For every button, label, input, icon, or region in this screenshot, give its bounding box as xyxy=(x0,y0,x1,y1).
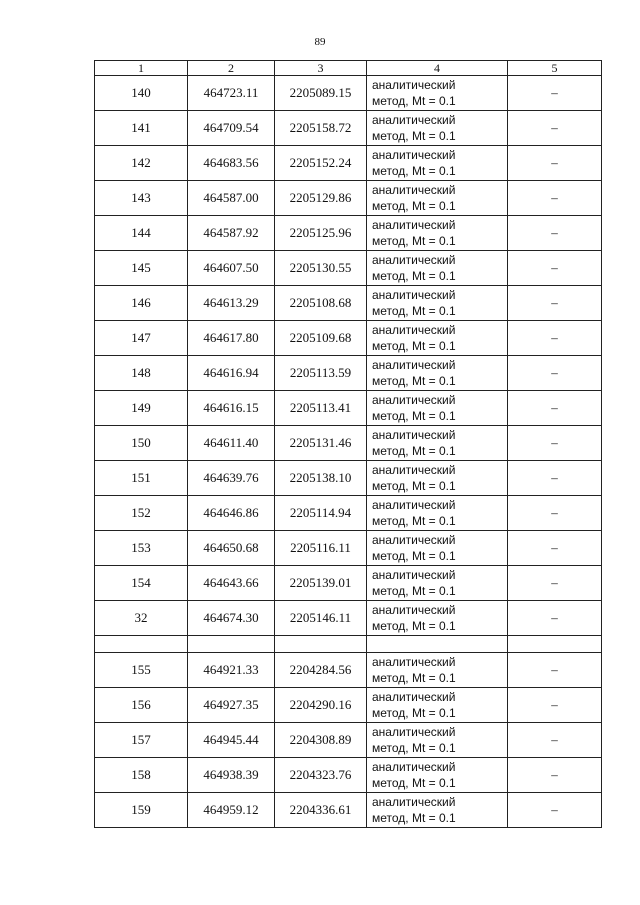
x-coordinate-cell: 464639.76 xyxy=(188,461,275,496)
method-line2: метод, Mt = 0.1 xyxy=(372,129,456,143)
method-cell xyxy=(367,566,508,601)
page-number: 89 xyxy=(314,36,326,48)
method-line1: аналитический xyxy=(372,218,456,232)
point-number-cell: 142 xyxy=(95,146,188,181)
method-line2: метод, Mt = 0.1 xyxy=(372,339,456,353)
x-coordinate-cell: 464945.44 xyxy=(188,723,275,758)
dash-cell: – xyxy=(508,531,602,566)
x-coordinate-cell: 464613.29 xyxy=(188,286,275,321)
point-number-cell: 144 xyxy=(95,216,188,251)
method-cell xyxy=(367,653,508,688)
method-line2: метод, Mt = 0.1 xyxy=(372,514,456,528)
x-coordinate-cell: 464723.11 xyxy=(188,76,275,111)
dash-cell: – xyxy=(508,286,602,321)
point-number-cell: 151 xyxy=(95,461,188,496)
method-line2: метод, Mt = 0.1 xyxy=(372,584,456,598)
point-number-cell: 153 xyxy=(95,531,188,566)
method-line2: метод, Mt = 0.1 xyxy=(372,549,456,563)
x-coordinate-cell: 464927.35 xyxy=(188,688,275,723)
dash-cell: – xyxy=(508,758,602,793)
y-coordinate-cell: 2204290.16 xyxy=(275,688,367,723)
method-cell xyxy=(367,461,508,496)
point-number-cell: 158 xyxy=(95,758,188,793)
method-line1: аналитический xyxy=(372,253,456,267)
method-line2: метод, Mt = 0.1 xyxy=(372,811,456,825)
point-number-cell: 150 xyxy=(95,426,188,461)
dash-cell: – xyxy=(508,146,602,181)
column-header: 1 xyxy=(95,61,188,76)
table-row-blank xyxy=(95,636,602,653)
dash-cell: – xyxy=(508,111,602,146)
table-row xyxy=(95,216,602,251)
x-coordinate-cell: 464587.92 xyxy=(188,216,275,251)
table-row xyxy=(95,723,602,758)
method-line1: аналитический xyxy=(372,323,456,337)
x-coordinate-cell: 464616.94 xyxy=(188,356,275,391)
x-coordinate-cell: 464643.66 xyxy=(188,566,275,601)
method-cell xyxy=(367,391,508,426)
method-cell xyxy=(367,496,508,531)
method-line1: аналитический xyxy=(372,288,456,302)
table-row xyxy=(95,251,602,286)
empty-cell xyxy=(188,636,275,653)
table-row xyxy=(95,391,602,426)
method-line2: метод, Mt = 0.1 xyxy=(372,269,456,283)
point-number-cell: 152 xyxy=(95,496,188,531)
y-coordinate-cell: 2205114.94 xyxy=(275,496,367,531)
method-line2: метод, Mt = 0.1 xyxy=(372,619,456,633)
method-line2: метод, Mt = 0.1 xyxy=(372,444,456,458)
y-coordinate-cell: 2205109.68 xyxy=(275,321,367,356)
table-row xyxy=(95,566,602,601)
method-cell xyxy=(367,531,508,566)
y-coordinate-cell: 2205089.15 xyxy=(275,76,367,111)
y-coordinate-cell: 2205129.86 xyxy=(275,181,367,216)
dash-cell: – xyxy=(508,566,602,601)
x-coordinate-cell: 464650.68 xyxy=(188,531,275,566)
y-coordinate-cell: 2205146.11 xyxy=(275,601,367,636)
method-line1: аналитический xyxy=(372,795,456,809)
method-line2: метод, Mt = 0.1 xyxy=(372,164,456,178)
dash-cell: – xyxy=(508,321,602,356)
method-line2: метод, Mt = 0.1 xyxy=(372,94,456,108)
table-row xyxy=(95,601,602,636)
table-row xyxy=(95,321,602,356)
method-cell xyxy=(367,216,508,251)
x-coordinate-cell: 464646.86 xyxy=(188,496,275,531)
dash-cell: – xyxy=(508,216,602,251)
method-line1: аналитический xyxy=(372,393,456,407)
column-header: 3 xyxy=(275,61,367,76)
method-cell xyxy=(367,601,508,636)
y-coordinate-cell: 2205125.96 xyxy=(275,216,367,251)
y-coordinate-cell: 2205131.46 xyxy=(275,426,367,461)
method-cell xyxy=(367,111,508,146)
y-coordinate-cell: 2205113.59 xyxy=(275,356,367,391)
point-number-cell: 146 xyxy=(95,286,188,321)
y-coordinate-cell: 2205152.24 xyxy=(275,146,367,181)
y-coordinate-cell: 2205138.10 xyxy=(275,461,367,496)
x-coordinate-cell: 464683.56 xyxy=(188,146,275,181)
method-line1: аналитический xyxy=(372,533,456,547)
dash-cell: – xyxy=(508,251,602,286)
method-cell xyxy=(367,356,508,391)
table-row xyxy=(95,461,602,496)
x-coordinate-cell: 464607.50 xyxy=(188,251,275,286)
method-cell xyxy=(367,251,508,286)
table-row xyxy=(95,181,602,216)
table-row xyxy=(95,426,602,461)
table-row xyxy=(95,76,602,111)
table-row xyxy=(95,793,602,828)
method-line1: аналитический xyxy=(372,603,456,617)
dash-cell: – xyxy=(508,653,602,688)
x-coordinate-cell: 464959.12 xyxy=(188,793,275,828)
x-coordinate-cell: 464616.15 xyxy=(188,391,275,426)
table-row xyxy=(95,758,602,793)
table-row xyxy=(95,653,602,688)
y-coordinate-cell: 2204323.76 xyxy=(275,758,367,793)
method-line2: метод, Mt = 0.1 xyxy=(372,706,456,720)
point-number-cell: 147 xyxy=(95,321,188,356)
table-row xyxy=(95,111,602,146)
method-line2: метод, Mt = 0.1 xyxy=(372,776,456,790)
dash-cell: – xyxy=(508,496,602,531)
point-number-cell: 159 xyxy=(95,793,188,828)
empty-cell xyxy=(95,636,188,653)
y-coordinate-cell: 2205130.55 xyxy=(275,251,367,286)
method-line2: метод, Mt = 0.1 xyxy=(372,199,456,213)
y-coordinate-cell: 2204308.89 xyxy=(275,723,367,758)
dash-cell: – xyxy=(508,76,602,111)
y-coordinate-cell: 2205116.11 xyxy=(275,531,367,566)
method-line1: аналитический xyxy=(372,78,456,92)
dash-cell: – xyxy=(508,723,602,758)
method-line2: метод, Mt = 0.1 xyxy=(372,409,456,423)
x-coordinate-cell: 464709.54 xyxy=(188,111,275,146)
method-cell xyxy=(367,426,508,461)
method-line2: метод, Mt = 0.1 xyxy=(372,374,456,388)
x-coordinate-cell: 464587.00 xyxy=(188,181,275,216)
method-line1: аналитический xyxy=(372,568,456,582)
dash-cell: – xyxy=(508,181,602,216)
method-line1: аналитический xyxy=(372,428,456,442)
method-cell xyxy=(367,793,508,828)
x-coordinate-cell: 464617.80 xyxy=(188,321,275,356)
method-cell xyxy=(367,321,508,356)
x-coordinate-cell: 464938.39 xyxy=(188,758,275,793)
method-line2: метод, Mt = 0.1 xyxy=(372,234,456,248)
table-row xyxy=(95,146,602,181)
column-header: 5 xyxy=(508,61,602,76)
table-row xyxy=(95,496,602,531)
method-line1: аналитический xyxy=(372,690,456,704)
empty-cell xyxy=(508,636,602,653)
method-line1: аналитический xyxy=(372,655,456,669)
method-cell xyxy=(367,723,508,758)
point-number-cell: 154 xyxy=(95,566,188,601)
empty-cell xyxy=(367,636,508,653)
point-number-cell: 143 xyxy=(95,181,188,216)
method-line1: аналитический xyxy=(372,148,456,162)
point-number-cell: 32 xyxy=(95,601,188,636)
method-line1: аналитический xyxy=(372,183,456,197)
table-row xyxy=(95,531,602,566)
point-number-cell: 140 xyxy=(95,76,188,111)
method-line1: аналитический xyxy=(372,725,456,739)
method-line2: метод, Mt = 0.1 xyxy=(372,671,456,685)
dash-cell: – xyxy=(508,601,602,636)
method-cell xyxy=(367,688,508,723)
method-line2: метод, Mt = 0.1 xyxy=(372,304,456,318)
coordinates-table xyxy=(94,60,602,828)
method-line2: метод, Mt = 0.1 xyxy=(372,741,456,755)
method-cell xyxy=(367,286,508,321)
y-coordinate-cell: 2205113.41 xyxy=(275,391,367,426)
dash-cell: – xyxy=(508,426,602,461)
method-line2: метод, Mt = 0.1 xyxy=(372,479,456,493)
method-cell xyxy=(367,146,508,181)
method-line1: аналитический xyxy=(372,760,456,774)
y-coordinate-cell: 2205158.72 xyxy=(275,111,367,146)
point-number-cell: 148 xyxy=(95,356,188,391)
method-line1: аналитический xyxy=(372,498,456,512)
method-cell xyxy=(367,181,508,216)
table-row xyxy=(95,286,602,321)
point-number-cell: 155 xyxy=(95,653,188,688)
dash-cell: – xyxy=(508,391,602,426)
point-number-cell: 149 xyxy=(95,391,188,426)
point-number-cell: 145 xyxy=(95,251,188,286)
method-line1: аналитический xyxy=(372,358,456,372)
table-row xyxy=(95,356,602,391)
y-coordinate-cell: 2204284.56 xyxy=(275,653,367,688)
point-number-cell: 141 xyxy=(95,111,188,146)
column-header: 4 xyxy=(367,61,508,76)
table-body xyxy=(95,76,602,828)
y-coordinate-cell: 2204336.61 xyxy=(275,793,367,828)
point-number-cell: 157 xyxy=(95,723,188,758)
dash-cell: – xyxy=(508,356,602,391)
x-coordinate-cell: 464921.33 xyxy=(188,653,275,688)
dash-cell: – xyxy=(508,688,602,723)
x-coordinate-cell: 464674.30 xyxy=(188,601,275,636)
empty-cell xyxy=(275,636,367,653)
dash-cell: – xyxy=(508,461,602,496)
method-cell xyxy=(367,758,508,793)
y-coordinate-cell: 2205139.01 xyxy=(275,566,367,601)
table-row xyxy=(95,688,602,723)
y-coordinate-cell: 2205108.68 xyxy=(275,286,367,321)
method-cell xyxy=(367,76,508,111)
method-line1: аналитический xyxy=(372,463,456,477)
point-number-cell: 156 xyxy=(95,688,188,723)
x-coordinate-cell: 464611.40 xyxy=(188,426,275,461)
table-header-row xyxy=(95,61,602,76)
method-line1: аналитический xyxy=(372,113,456,127)
column-header: 2 xyxy=(188,61,275,76)
dash-cell: – xyxy=(508,793,602,828)
